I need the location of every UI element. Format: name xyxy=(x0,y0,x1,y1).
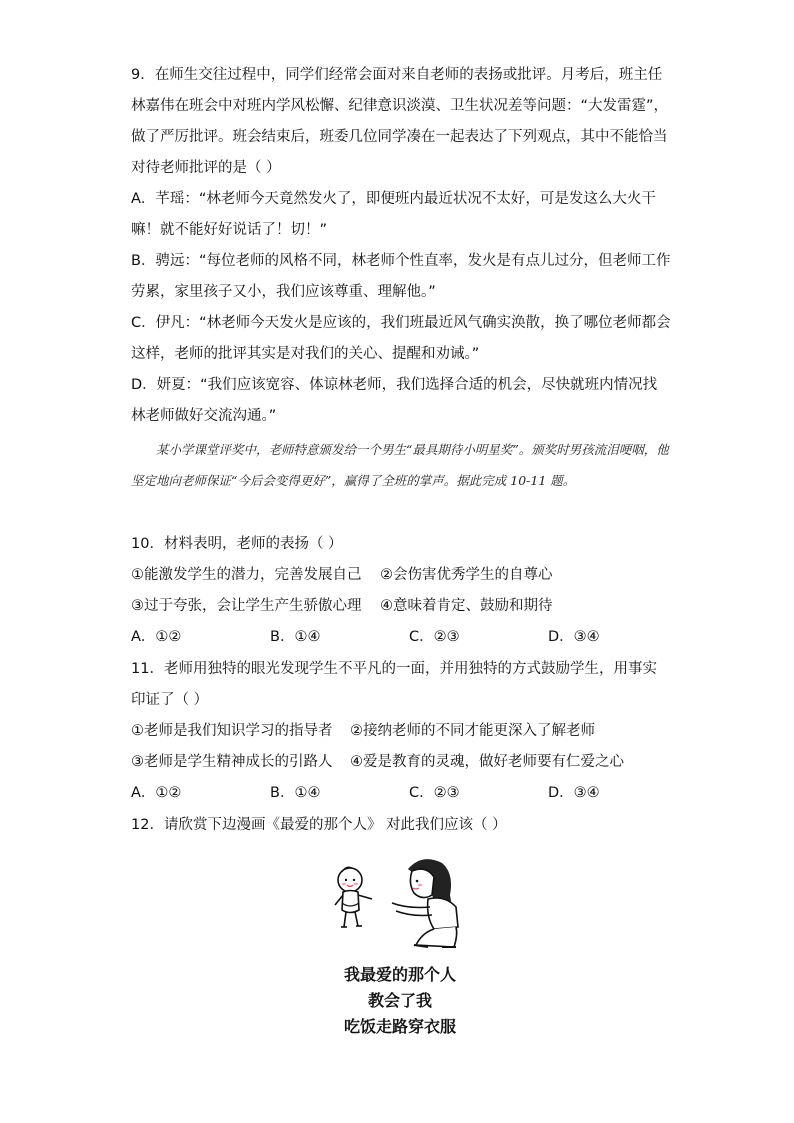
question-10-choice-a: A．①② xyxy=(131,629,182,645)
question-10-choice-c: C．②③ xyxy=(409,629,460,645)
question-12-stem: 12．请欣赏下边漫画《最爱的那个人》 对此我们应该（ ） xyxy=(131,817,507,833)
question-9-option-b: B．骋远：“每位老师的风格不同，林老师个性直率，发火是有点儿过分，但老师工作劳累，家里孩子又小，我们应该尊重、理解他。” xyxy=(131,253,671,300)
question-11-choice-c: C．②③ xyxy=(409,785,460,801)
question-10-statement-3: ③过于夸张，会让学生产生骄傲心理 xyxy=(131,598,362,614)
comic-caption-line-2: 教会了我 xyxy=(367,991,432,1010)
question-11-choice-d: D．③④ xyxy=(548,785,600,801)
baby-figure xyxy=(335,867,372,927)
question-10-statements-row-2 xyxy=(131,591,671,622)
question-10-statement-2: ②会伤害优秀学生的自尊心 xyxy=(380,567,553,583)
comic-caption-line-1: 我最爱的那个人 xyxy=(343,965,456,984)
question-9-option-a: A．芊瑶：“林老师今天竟然发火了，即便班内最近状况不太好，可是发这么大火干嘛！就不能好好说话了！切！” xyxy=(131,191,656,238)
question-10-choices xyxy=(131,622,671,653)
question-9-option-c: C．伊凡：“林老师今天发火是应该的，我们班最近风气确实涣散，换了哪位老师都会这样，老师的批评其实是对我们的关心、提醒和劝诫。” xyxy=(131,315,671,362)
question-11-statements-row-1 xyxy=(131,716,671,747)
question-9-option-d: D．妍夏：“我们应该宽容、体谅林老师，我们选择合适的机会，尽快就班内情况找林老师做好交流沟通。” xyxy=(131,377,658,424)
question-11-statements-row-2 xyxy=(131,747,671,778)
question-10-choice-b: B．①④ xyxy=(270,629,321,645)
question-11-choice-b: B．①④ xyxy=(270,785,321,801)
question-11-choice-a: A．①② xyxy=(131,785,182,801)
question-10-stem: 10．材料表明，老师的表扬（ ） xyxy=(131,536,343,552)
mother-figure xyxy=(392,859,458,947)
question-11-statement-4: ④爱是教育的灵魂，做好老师要有仁爱之心 xyxy=(350,754,624,770)
question-10-choice-d: D．③④ xyxy=(548,629,600,645)
question-11-statement-3: ③老师是学生精神成长的引路人 xyxy=(131,754,333,770)
question-11-statement-1: ①老师是我们知识学习的指导者 xyxy=(131,723,333,739)
question-10-statements-row-1 xyxy=(131,560,671,591)
question-9-stem: 9．在师生交往过程中，同学们经常会面对来自老师的表扬或批评。月考后，班主任林嘉伟在班会中对班内学风松懈、纪律意识淡漠、卫生状况差等问题：“大发雷霆”，做了严厉批评。班会结束后，班委几位同学凑在一起表达了下列观点，其中不能恰当对待老师批评的是（ ） xyxy=(131,67,669,176)
material-passage: 某小学课堂评奖中，老师特意颁发给一个男生“最具期待小明星奖”。颁奖时男孩流泪哽咽，他坚定地向老师保证“今后会变得更好”，赢得了全班的掌声。据此完成 10-11 题。 xyxy=(131,442,669,488)
comic-illustration xyxy=(330,855,465,955)
question-10-statement-4: ④意味着肯定、鼓励和期待 xyxy=(380,598,553,614)
question-11-choices xyxy=(131,778,671,809)
question-11-statement-2: ②接纳老师的不同才能更深入了解老师 xyxy=(350,723,595,739)
question-11-stem: 11．老师用独特的眼光发现学生不平凡的一面，并用独特的方式鼓励学生，用事实印证了（ ） xyxy=(131,661,657,708)
question-10-statement-1: ①能激发学生的潜力，完善发展自己 xyxy=(131,567,362,583)
comic-caption-line-3: 吃饭走路穿衣服 xyxy=(343,1017,456,1036)
